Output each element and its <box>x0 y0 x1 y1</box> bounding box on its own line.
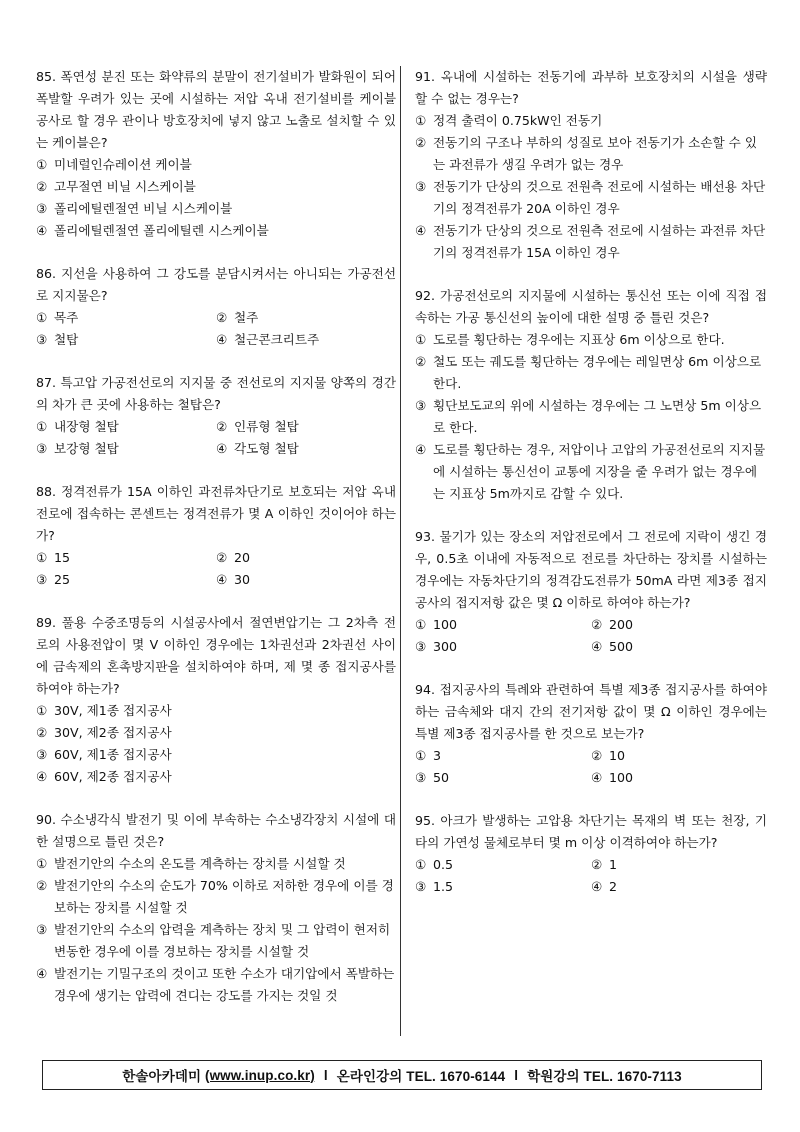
option-1[interactable]: ① 30V, 제1종 접지공사 <box>36 703 172 718</box>
option-1[interactable]: ① 0.5 <box>415 857 454 872</box>
question-stem: 88. 정격전류가 15A 이하인 과전류차단기로 보호되는 저압 옥내전로에 접속하는 콘센트는 정격전류가 몇 A 이하인 것이어야 하는가? <box>36 484 396 543</box>
option-3[interactable]: ③ 보강형 철탑 <box>36 441 119 456</box>
column-divider <box>400 66 401 1036</box>
question-stem: 91. 옥내에 시설하는 전동기에 과부하 보호장치의 시설을 생략할 수 없는 경우는? <box>415 69 767 106</box>
question-stem: 95. 아크가 발생하는 고압용 차단기는 목재의 벽 또는 천장, 기타의 가연성 물체로부터 몇 m 이상 이격하여야 하는가? <box>415 813 767 850</box>
question-89 <box>36 612 396 788</box>
question-93 <box>415 526 767 658</box>
option-1[interactable]: ① 미네럴인슈레이션 케이블 <box>36 157 192 172</box>
footer-url-link[interactable]: (www.inup.co.kr) <box>204 1067 315 1083</box>
option-1[interactable]: ① 발전기안의 수소의 온도를 계측하는 장치를 시설할 것 <box>36 856 346 871</box>
option-1[interactable]: ① 목주 <box>36 310 79 325</box>
option-3[interactable]: ③ 횡단보도교의 위에 시설하는 경우에는 그 노면상 5m 이상으로 한다. <box>415 398 762 435</box>
question-86 <box>36 263 396 351</box>
question-stem: 92. 가공전선로의 지지물에 시설하는 통신선 또는 이에 직접 접속하는 가공 통신선의 높이에 대한 설명 중 틀린 것은? <box>415 288 767 325</box>
option-3[interactable]: ③ 1.5 <box>415 879 454 894</box>
option-2[interactable]: ② 고무절연 비닐 시스케이블 <box>36 179 196 194</box>
option-4[interactable]: ④ 각도형 철탑 <box>216 441 299 456</box>
option-4[interactable]: ④ 철근콘크리트주 <box>216 332 320 347</box>
option-3[interactable]: ③ 철탑 <box>36 332 79 347</box>
question-95 <box>415 810 767 898</box>
option-2[interactable]: ② 철주 <box>216 310 259 325</box>
question-stem: 87. 특고압 가공전선로의 지지물 중 전선로의 지지물 양쪽의 경간의 차가 큰 곳에 사용하는 철탑은? <box>36 375 396 412</box>
option-4[interactable]: ④ 100 <box>591 770 634 785</box>
footer-academy-phone: 학원강의 TEL. 1670-7113 <box>527 1069 682 1084</box>
option-1[interactable]: ① 도로를 횡단하는 경우에는 지표상 6m 이상으로 한다. <box>415 332 725 347</box>
option-2[interactable]: ② 전동기의 구조나 부하의 성질로 보아 전동기가 소손할 수 있는 과전류가 생길 우려가 없는 경우 <box>415 135 757 172</box>
question-90 <box>36 809 396 1007</box>
option-3[interactable]: ③ 60V, 제1종 접지공사 <box>36 747 172 762</box>
question-88 <box>36 481 396 591</box>
option-4[interactable]: ④ 2 <box>591 879 618 894</box>
option-2[interactable]: ② 철도 또는 궤도를 횡단하는 경우에는 레일면상 6m 이상으로 한다. <box>415 354 762 391</box>
footer-separator: l <box>514 1067 519 1083</box>
option-4[interactable]: ④ 60V, 제2종 접지공사 <box>36 769 172 784</box>
option-4[interactable]: ④ 발전기는 기밀구조의 것이고 또한 수소가 대기압에서 폭발하는 경우에 생기는 압력에 견디는 강도를 가지는 것일 것 <box>36 966 395 1003</box>
footer-separator: l <box>323 1067 328 1083</box>
question-stem: 86. 지선을 사용하여 그 강도를 분담시켜서는 아니되는 가공전선로 지지물은? <box>36 266 396 303</box>
option-3[interactable]: ③ 25 <box>36 572 71 587</box>
option-2[interactable]: ② 인류형 철탑 <box>216 419 299 434</box>
option-2[interactable]: ② 30V, 제2종 접지공사 <box>36 725 172 740</box>
option-3[interactable]: ③ 발전기안의 수소의 압력을 계측하는 장치 및 그 압력이 현저히 변동한 경우에 이를 경보하는 장치를 시설할 것 <box>36 922 391 959</box>
option-4[interactable]: ④ 30 <box>216 572 251 587</box>
option-1[interactable]: ① 100 <box>415 617 458 632</box>
footer-org: 한솔아카데미 <box>122 1069 202 1084</box>
option-1[interactable]: ① 3 <box>415 748 442 763</box>
question-87 <box>36 372 396 460</box>
question-stem: 93. 물기가 있는 장소의 저압전로에서 그 전로에 지락이 생긴 경우, 0.5초 이내에 자동적으로 전로를 차단하는 장치를 시설하는 경우에는 자동차단기의 정격감도전류가 50mA 라면 제3종 접지공사의 접지저항 값은 몇 Ω 이하로 하여야 하는가? <box>415 529 767 610</box>
question-92 <box>415 285 767 505</box>
option-4[interactable]: ④ 전동기가 단상의 것으로 전원측 전로에 시설하는 과전류 차단기의 정격전류가 15A 이하인 경우 <box>415 223 766 260</box>
option-4[interactable]: ④ 폴리에틸렌절연 폴리에틸렌 시스케이블 <box>36 223 269 238</box>
option-4[interactable]: ④ 500 <box>591 639 634 654</box>
option-2[interactable]: ② 200 <box>591 617 634 632</box>
option-1[interactable]: ① 15 <box>36 550 71 565</box>
question-stem: 89. 풀용 수중조명등의 시설공사에서 절연변압기는 그 2차측 전로의 사용전압이 몇 V 이하인 경우에는 1차권선과 2차권선 사이에 금속제의 혼촉방지판을 설치하여야 하며, 제 몇 종 접지공사를 하여야 하는가? <box>36 615 396 696</box>
option-3[interactable]: ③ 300 <box>415 639 458 654</box>
option-2[interactable]: ② 발전기안의 수소의 순도가 70% 이하로 저하한 경우에 이를 경보하는 장치를 시설할 것 <box>36 878 394 915</box>
option-1[interactable]: ① 내장형 철탑 <box>36 419 119 434</box>
question-91 <box>415 66 767 264</box>
footer-online-phone: 온라인강의 TEL. 1670-6144 <box>336 1069 506 1084</box>
option-3[interactable]: ③ 50 <box>415 770 450 785</box>
left-column <box>36 66 396 1028</box>
right-column <box>415 66 767 919</box>
option-1[interactable]: ① 정격 출력이 0.75kW인 전동기 <box>415 113 603 128</box>
question-85 <box>36 66 396 242</box>
option-2[interactable]: ② 20 <box>216 550 251 565</box>
question-stem: 85. 폭연성 분진 또는 화약류의 분말이 전기설비가 발화원이 되어 폭발할 우려가 있는 곳에 시설하는 저압 옥내 전기설비를 케이블 공사로 할 경우 관이나 방호장치에 넣지 않고 노출로 설치할 수 있는 케이블은? <box>36 69 396 150</box>
option-4[interactable]: ④ 도로를 횡단하는 경우, 저압이나 고압의 가공전선로의 지지물에 시설하는 통신선이 교통에 지장을 줄 우려가 없는 경우에는 지표상 5m까지로 감할 수 있다. <box>415 442 766 501</box>
question-stem: 90. 수소냉각식 발전기 및 이에 부속하는 수소냉각장치 시설에 대한 설명으로 틀린 것은? <box>36 812 396 849</box>
option-3[interactable]: ③ 폴리에틸렌절연 비닐 시스케이블 <box>36 201 233 216</box>
question-stem: 94. 접지공사의 특례와 관련하여 특별 제3종 접지공사를 하여야 하는 금속체와 대지 간의 전기저항 값이 몇 Ω 이하인 경우에는 특별 제3종 접지공사를 한 것으로 보는가? <box>415 682 767 741</box>
footer-contact-bar <box>42 1060 762 1090</box>
option-2[interactable]: ② 10 <box>591 748 626 763</box>
option-3[interactable]: ③ 전동기가 단상의 것으로 전원측 전로에 시설하는 배선용 차단기의 정격전류가 20A 이하인 경우 <box>415 179 766 216</box>
question-94 <box>415 679 767 789</box>
option-2[interactable]: ② 1 <box>591 857 618 872</box>
